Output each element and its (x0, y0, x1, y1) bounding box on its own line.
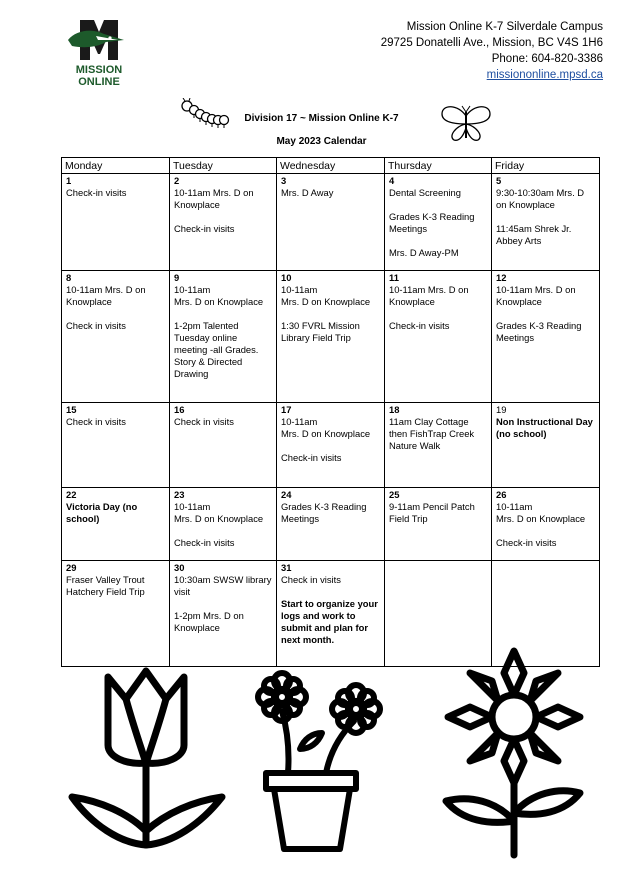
event: Mrs. D on Knowplace (496, 513, 586, 524)
day-number: 9 (174, 272, 180, 283)
event: 10-11am (174, 284, 211, 295)
day-number: 22 (66, 489, 77, 500)
page-title: Division 17 ~ Mission Online K-7 (244, 113, 399, 124)
event: 9-11am Pencil Patch Field Trip (389, 501, 475, 524)
event: Check-in visits (281, 452, 342, 463)
event: Check-in visits (496, 537, 557, 548)
weekday-header: Wednesday (277, 158, 385, 174)
event: 11:45am Shrek Jr. Abbey Arts (496, 223, 572, 246)
day-number: 11 (389, 272, 399, 283)
potted-flowers-icon (258, 673, 380, 849)
event: Grades K-3 Reading Meetings (389, 211, 475, 234)
day-number: 19 (496, 404, 507, 415)
day-number: 30 (174, 562, 185, 573)
event: 10-11am (281, 416, 318, 427)
day-number: 2 (174, 175, 180, 186)
flower-illustrations (0, 645, 643, 871)
day-cell (492, 403, 600, 488)
day-number: 1 (66, 175, 72, 186)
event: 9:30-10:30am Mrs. D on Knowplace (496, 187, 585, 210)
event: Grades K-3 Reading Meetings (496, 320, 582, 343)
event: 11am Clay Cottage then FishTrap Creek Nature Walk (389, 416, 475, 451)
event: 10-11am Mrs. D on Knowplace (174, 187, 254, 210)
day-cell (62, 403, 170, 488)
day-cell (492, 488, 600, 561)
day-cell (62, 271, 170, 403)
mustang-logo-icon (66, 18, 132, 62)
school-address-block (381, 19, 603, 83)
calendar-title: May 2023 Calendar (276, 136, 367, 147)
event: Non Instructional Day (no school) (496, 416, 593, 439)
event: Check in visits (281, 574, 341, 585)
school-name: Mission Online K-7 Silverdale Campus (406, 21, 603, 33)
day-number: 5 (496, 175, 502, 186)
day-number: 26 (496, 489, 507, 500)
event: Mrs. D on Knowplace (174, 513, 264, 524)
day-cell (385, 174, 492, 271)
day-cell (492, 271, 600, 403)
day-number: 29 (66, 562, 77, 573)
event: Check-in visits (389, 320, 450, 331)
event: 10-11am Mrs. D on Knowplace (389, 284, 469, 307)
weekday-header: Monday (62, 158, 170, 174)
day-number: 12 (496, 272, 507, 283)
event: Grades K-3 Reading Meetings (281, 501, 367, 524)
day-cell (170, 403, 277, 488)
logo-text-mission: MISSION (75, 64, 123, 76)
event: 1:30 FVRL Mission Library Field Trip (281, 320, 360, 343)
day-number: 16 (174, 404, 185, 415)
event: Dental Screening (389, 187, 461, 198)
day-cell (277, 403, 385, 488)
day-number: 3 (281, 175, 287, 186)
day-cell (277, 174, 385, 271)
day-cell (385, 271, 492, 403)
weekday-header: Friday (492, 158, 600, 174)
logo-text-online: ONLINE (78, 76, 120, 88)
day-cell (277, 488, 385, 561)
day-cell (277, 271, 385, 403)
event: 10:30am SWSW library visit (174, 574, 272, 597)
weekday-header: Thursday (385, 158, 492, 174)
day-number: 31 (281, 562, 292, 573)
day-number: 25 (389, 489, 400, 500)
day-cell (62, 174, 170, 271)
weekday-header-row (62, 158, 600, 174)
day-number: 18 (389, 404, 400, 415)
event: Mrs. D Away-PM (389, 247, 459, 258)
school-website-link[interactable]: missiononline.mpsd.ca (486, 69, 603, 81)
event: 10-11am Mrs. D on Knowplace (496, 284, 576, 307)
day-cell (385, 403, 492, 488)
day-number: 15 (66, 404, 77, 415)
sunflower-icon (446, 651, 580, 855)
event: Start to organize your logs and work to submit and plan for next month. (281, 598, 378, 645)
event: Victoria Day (no school) (66, 501, 138, 524)
weekday-header: Tuesday (170, 158, 277, 174)
day-number: 23 (174, 489, 185, 500)
event: Check-in visits (66, 187, 127, 198)
school-logo (62, 18, 136, 88)
day-cell (385, 488, 492, 561)
event: Check-in visits (174, 537, 235, 548)
day-cell (492, 174, 600, 271)
day-cell (170, 174, 277, 271)
event: Check in visits (66, 416, 126, 427)
event: Check-in visits (174, 223, 235, 234)
butterfly-icon (438, 104, 494, 144)
day-cell (170, 488, 277, 561)
day-number: 10 (281, 272, 292, 283)
calendar-week-row (62, 403, 600, 488)
event: Mrs. D Away (281, 187, 334, 198)
school-address: 29725 Donatelli Ave., Mission, BC V4S 1H6 (380, 37, 603, 49)
calendar-week-row (62, 488, 600, 561)
event: 10-11am (174, 501, 211, 512)
event: Fraser Valley Trout Hatchery Field Trip (66, 574, 145, 597)
school-phone: Phone: 604-820-3386 (491, 53, 603, 65)
day-number: 4 (389, 175, 395, 186)
day-number: 17 (281, 404, 292, 415)
day-cell (62, 488, 170, 561)
calendar-week-row (62, 271, 600, 403)
event: Mrs. D on Knowplace (174, 296, 264, 307)
may-calendar-table (61, 157, 600, 667)
event: 10-11am (496, 501, 533, 512)
day-cell (170, 271, 277, 403)
tulip-icon (72, 671, 222, 845)
event: Mrs. D on Knowplace (281, 296, 371, 307)
event: 1-2pm Mrs. D on Knowplace (174, 610, 244, 633)
day-number: 24 (281, 489, 292, 500)
day-number: 8 (66, 272, 72, 283)
event: Check in visits (66, 320, 126, 331)
event: 10-11am (281, 284, 318, 295)
event: Mrs. D on Knowplace (281, 428, 371, 439)
calendar-week-row (62, 174, 600, 271)
event: 10-11am Mrs. D on Knowplace (66, 284, 146, 307)
event: 1-2pm Talented Tuesday online meeting -all Grades. Story & Directed Drawing (174, 320, 259, 379)
event: Check in visits (174, 416, 234, 427)
